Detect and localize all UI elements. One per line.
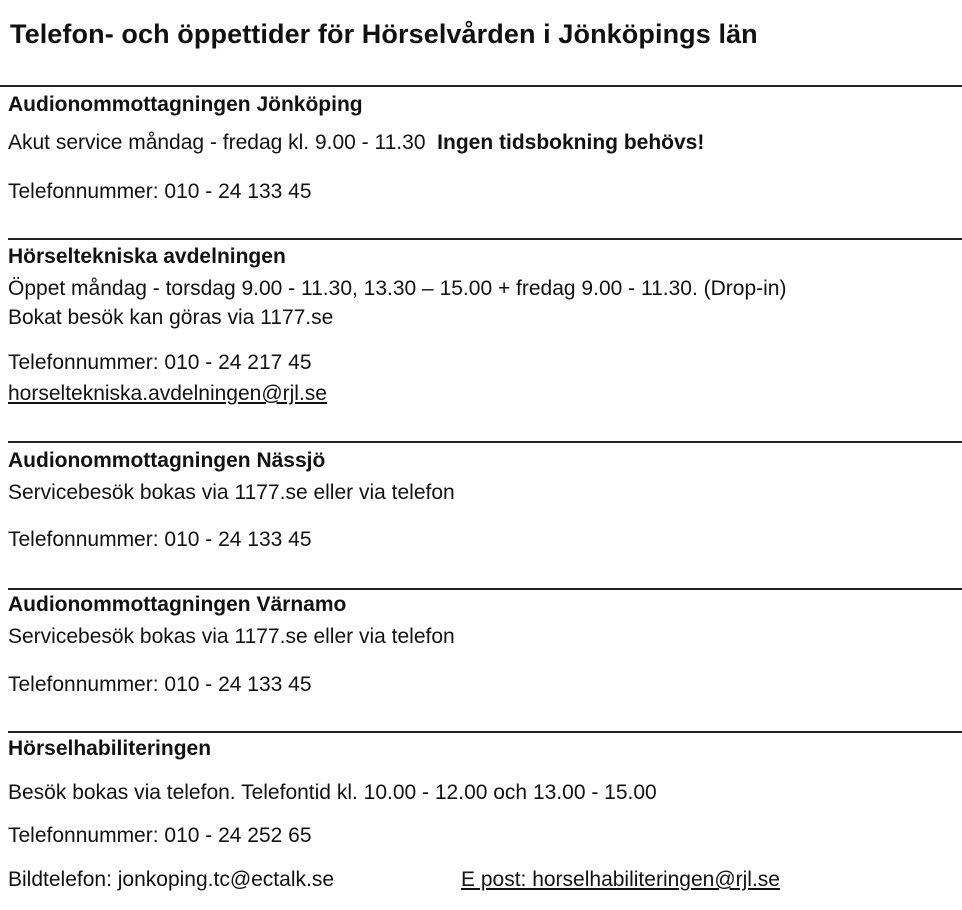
section-heading-horselhabiliteringen: Hörselhabiliteringen xyxy=(8,737,212,760)
section-divider xyxy=(8,588,962,590)
opening-hours-horseltekniska: Öppet måndag - torsdag 9.00 - 11.30, 13.30 – 15.00 + fredag 9.00 - 11.30. (Drop-in) xyxy=(8,277,787,300)
email-link-horselhabiliteringen[interactable]: E post: horselhabiliteringen@rjl.se xyxy=(461,868,780,891)
section-divider xyxy=(8,238,962,240)
section-divider xyxy=(8,731,962,733)
service-info-nassjo: Servicebesök bokas via 1177.se eller via telefon xyxy=(8,481,455,504)
section-heading-horseltekniska: Hörseltekniska avdelningen xyxy=(8,245,286,268)
no-booking-note: Ingen tidsbokning behövs! xyxy=(437,131,705,154)
service-text: Akut service måndag - fredag kl. 9.00 - 11.30 xyxy=(8,131,426,154)
booking-info-horseltekniska: Bokat besök kan göras via 1177.se xyxy=(8,306,334,329)
service-hours-jonkoping xyxy=(8,130,704,156)
phone-horselhabiliteringen: Telefonnummer: 010 - 24 252 65 xyxy=(8,824,312,847)
email-link-horseltekniska[interactable]: horseltekniska.avdelningen@rjl.se xyxy=(8,382,327,405)
service-info-varnamo: Servicebesök bokas via 1177.se eller via telefon xyxy=(8,625,455,648)
phone-horseltekniska: Telefonnummer: 010 - 24 217 45 xyxy=(8,351,312,374)
phone-jonkoping: Telefonnummer: 010 - 24 133 45 xyxy=(8,180,312,203)
videophone-horselhabiliteringen: Bildtelefon: jonkoping.tc@ectalk.se xyxy=(8,868,335,891)
phone-hours-horselhabiliteringen: Besök bokas via telefon. Telefontid kl. 10.00 - 12.00 och 13.00 - 15.00 xyxy=(8,781,657,804)
phone-nassjo: Telefonnummer: 010 - 24 133 45 xyxy=(8,528,312,551)
section-heading-nassjo: Audionommottagningen Nässjö xyxy=(8,449,326,472)
page-title: Telefon- och öppettider för Hörselvården i Jönköpings län xyxy=(10,19,758,49)
section-divider xyxy=(0,85,962,87)
section-heading-varnamo: Audionommottagningen Värnamo xyxy=(8,593,347,616)
section-heading-jonkoping: Audionommottagningen Jönköping xyxy=(8,93,363,116)
section-divider xyxy=(8,441,962,443)
phone-varnamo: Telefonnummer: 010 - 24 133 45 xyxy=(8,673,312,696)
